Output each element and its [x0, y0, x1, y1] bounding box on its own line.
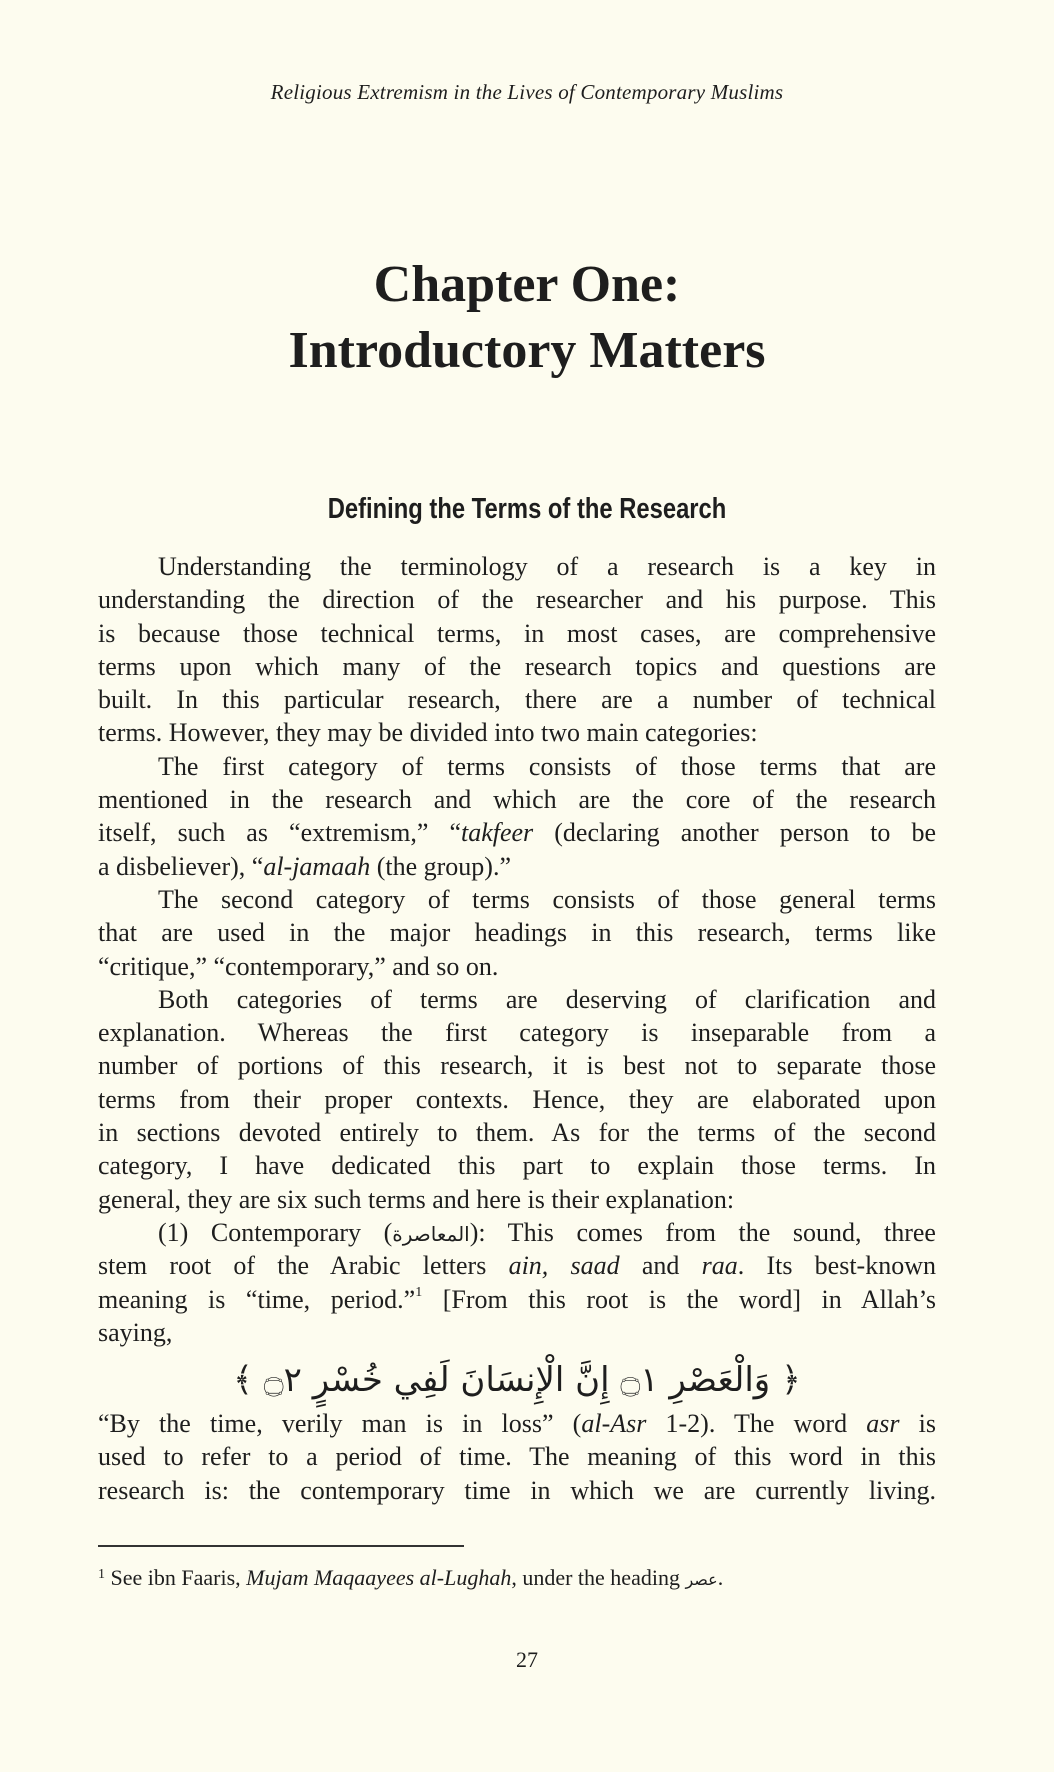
body-line [98, 683, 936, 716]
body-line [98, 1283, 936, 1316]
body-line [98, 950, 936, 983]
body-line [98, 1183, 936, 1216]
chapter-title-line-2: Introductory Matters [288, 322, 766, 379]
text-segment: itself, such as “extremism,” “ [98, 818, 461, 848]
text-segment: (the group).” [370, 851, 511, 881]
quran-verse [98, 1355, 936, 1405]
footnote-reference[interactable]: 1 [415, 1284, 423, 1300]
text-segment: Both categories of terms are deserving of clarification and [158, 984, 936, 1014]
text-segment: asr [866, 1409, 900, 1439]
text-segment: research is: the contemporary time in which we are currently living. [98, 1475, 936, 1505]
text-segment: (declaring another person to be [533, 818, 936, 848]
footnote-text: , under the heading [511, 1565, 686, 1590]
footnote-arabic-term: عصر [685, 1570, 718, 1589]
page-number: 27 [516, 1647, 538, 1672]
text-segment: is because those technical terms, in most cases, are comprehensive [98, 618, 936, 648]
text-segment: terms upon which many of the research topics and questions are [98, 651, 936, 681]
text-segment: takfeer [460, 818, 534, 848]
text-segment: ain, saad [508, 1251, 620, 1281]
body-line [98, 1016, 936, 1049]
body-line [98, 583, 936, 616]
body-line [98, 1474, 936, 1507]
text-segment: used to refer to a period of time. The meaning of this word in this [98, 1442, 936, 1472]
body-line [98, 783, 936, 816]
body-line [98, 1249, 936, 1282]
text-segment: in sections devoted entirely to them. As for the terms of the second [98, 1118, 936, 1148]
body-line [98, 750, 936, 783]
text-segment: The first category of terms consists of those terms that are [158, 751, 936, 781]
footnote-marker: 1 [98, 1567, 105, 1582]
text-segment: that are used in the major headings in this research, terms like [98, 918, 936, 948]
body-line [98, 1407, 936, 1440]
text-segment: [From this root is the word] in Allah’s [422, 1284, 936, 1314]
text-segment: “critique,” “contemporary,” and so on. [98, 951, 499, 981]
text-segment: is [899, 1409, 937, 1439]
body-line [98, 916, 936, 949]
text-segment: and [619, 1251, 702, 1281]
text-segment: 1-2). The word [646, 1409, 867, 1439]
chapter-title-line-1: Chapter One: [373, 256, 681, 313]
section-heading: Defining the Terms of the Research [327, 493, 727, 525]
chapter-title [0, 252, 1054, 384]
body-text [98, 550, 936, 1507]
text-segment: ): This comes from the sound, three [469, 1217, 936, 1247]
footnote-divider [98, 1545, 464, 1547]
text-segment: terms from their proper contexts. Hence, they are elaborated upon [98, 1084, 936, 1114]
text-segment: mentioned in the research and which are the core of the research [98, 785, 936, 815]
body-line [98, 883, 936, 916]
text-segment: ﴿ وَالْعَصْرِ ۝١ إِنَّ الْإِنسَانَ لَفِي خُسْرٍ ۝٢ ﴾ [233, 1360, 801, 1401]
text-segment: stem root of the Arabic letters [98, 1251, 509, 1281]
text-segment: Understanding the terminology of a research is a key in [158, 552, 936, 581]
body-line [98, 1083, 936, 1116]
text-segment: raa [701, 1251, 738, 1281]
text-segment: (1) Contemporary ( [158, 1217, 393, 1247]
text-segment: meaning is “time, period.” [98, 1284, 416, 1314]
text-segment: “By the time, verily man is in loss” ( [98, 1409, 582, 1439]
running-head: Religious Extremism in the Lives of Contemporary Muslims [270, 80, 784, 104]
text-segment: al-Asr [581, 1409, 647, 1439]
text-segment: . Its best-known [737, 1251, 936, 1281]
body-line [98, 1149, 936, 1182]
body-line [98, 1316, 936, 1349]
body-line [98, 550, 936, 583]
body-line [98, 617, 936, 650]
footnote-book-title: Mujam Maqaayees al-Lughah [246, 1565, 512, 1590]
arabic-term: المعاصرة [392, 1221, 470, 1246]
text-segment: saying, [98, 1317, 173, 1347]
body-line [98, 1216, 936, 1249]
footnote-text: . [717, 1565, 724, 1590]
text-segment: understanding the direction of the researcher and his purpose. This [98, 585, 936, 615]
text-segment: terms. However, they may be divided into two main categories: [98, 718, 758, 748]
body-line [98, 1116, 936, 1149]
body-line [98, 650, 936, 683]
body-line [98, 1440, 936, 1473]
text-segment: built. In this particular research, there are a number of technical [98, 685, 936, 715]
body-line [98, 1049, 936, 1082]
text-segment: explanation. Whereas the first category is inseparable from a [98, 1018, 936, 1048]
text-segment: a disbeliever), “ [98, 851, 264, 881]
text-segment: The second category of terms consists of those general terms [158, 884, 936, 914]
body-line [98, 850, 936, 883]
footnote [98, 1565, 936, 1591]
text-segment: al-jamaah [263, 851, 371, 881]
body-line [98, 983, 936, 1016]
body-line [98, 716, 936, 749]
text-segment: general, they are six such terms and here is their explanation: [98, 1184, 735, 1214]
footnote-text: See ibn Faaris, [105, 1565, 247, 1590]
text-segment: number of portions of this research, it is best not to separate those [98, 1051, 936, 1081]
text-segment: category, I have dedicated this part to explain those terms. In [98, 1151, 936, 1181]
body-line [98, 816, 936, 849]
